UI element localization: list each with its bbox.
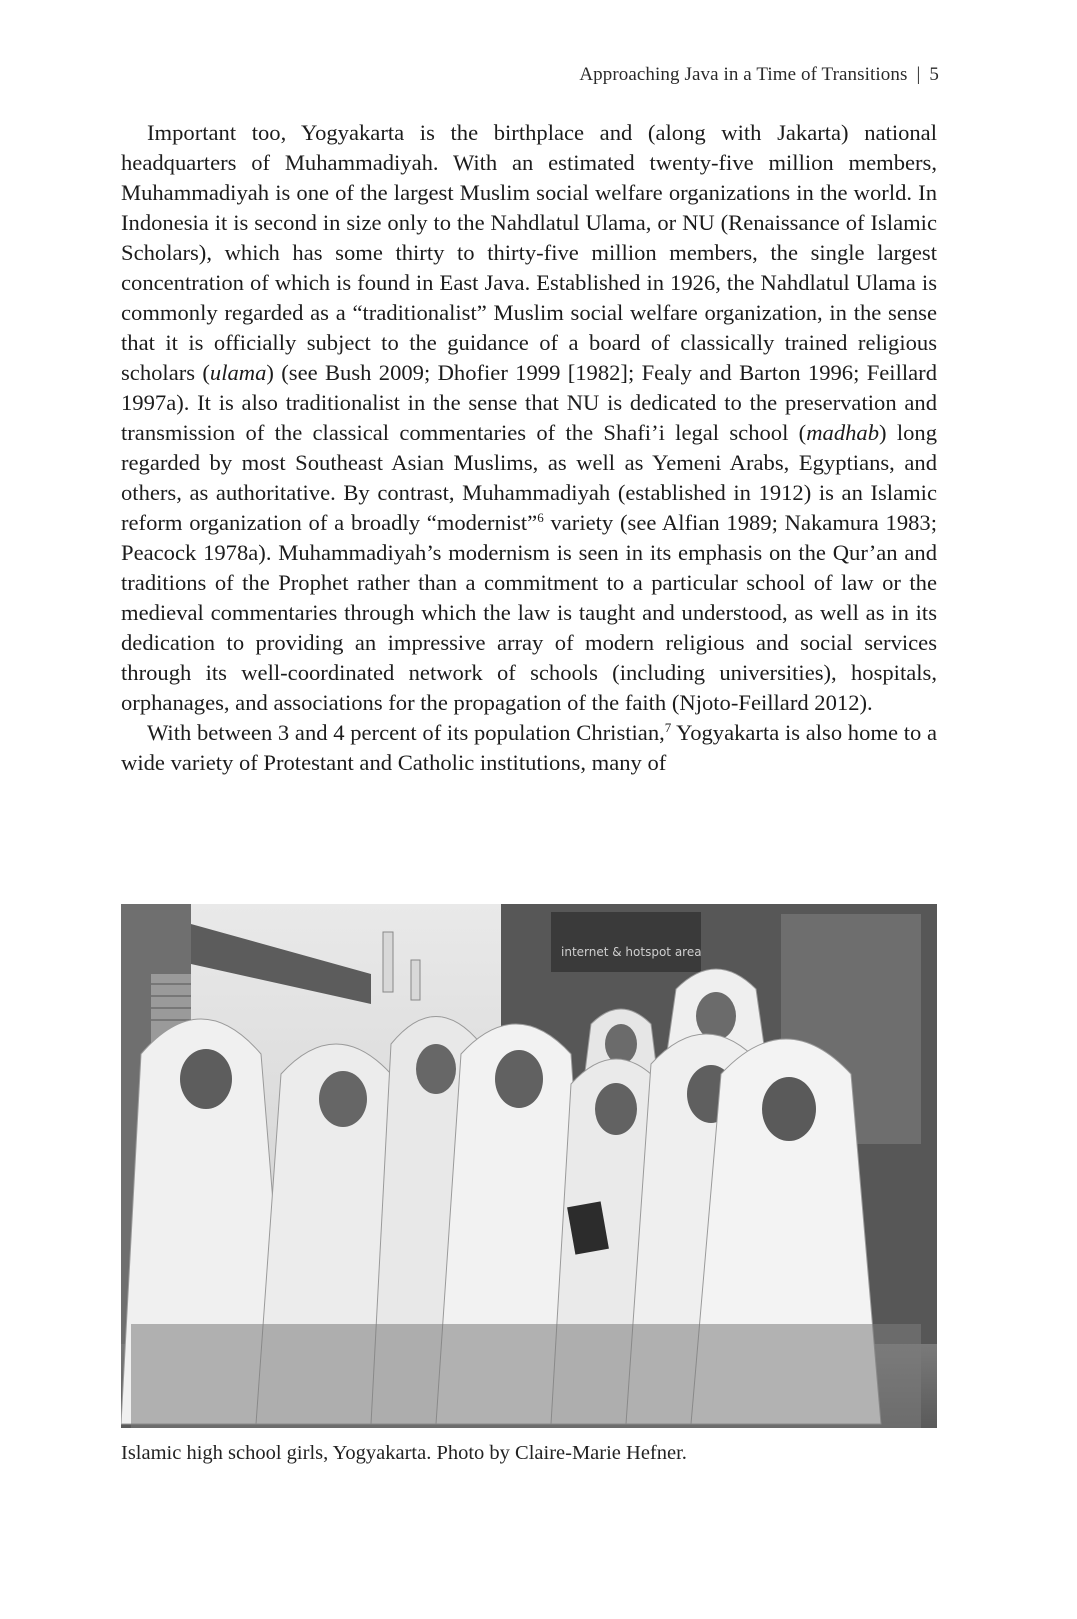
paragraph (121, 118, 937, 718)
running-title: Approaching Java in a Time of Transitions (579, 64, 908, 85)
italic-term-madhab: madhab (806, 420, 880, 445)
text-run: With between 3 and 4 percent of its population Christian, (147, 720, 665, 745)
text-run: Important too, Yogyakarta is the birthplace and (along with Jakarta) national headquarters of Muhammadiyah. With an estimated twenty-five million members, Muhammadiyah is one of the largest Muslim social welfare organizations in the world. In Indonesia it is second in size only to the Nahdlatul Ulama, or NU (Renaissance of Islamic Scholars), which has some thirty to thirty-five million members, the single largest concentration of which is found in East Java. Established in 1926, the Nahdlatul Ulama is commonly regarded as a “traditionalist” Muslim social welfare organization, in the sense that it is officially subject to the guidance of a board of classically trained religious scholars ( (121, 120, 937, 385)
header-separator: | (916, 64, 921, 85)
shop-sign-text: internet & hotspot area (561, 945, 702, 959)
text-run: ) (see Bush 2009; Dhofier 1999 [1982]; Fealy and Barton 1996; Feillard 1997a). It is also traditionalist in the sense that NU is dedicated to the preservation and transmission of the classical commentaries of the Shafi’i legal school ( (121, 360, 937, 445)
footnote-ref[interactable]: 7 (664, 720, 672, 735)
minaret-icon (411, 960, 420, 1000)
italic-term-ulama: ulama (209, 360, 267, 385)
shop-sign (551, 912, 701, 972)
text-run: Yogyakarta is also home to a wide variety of Protestant and Catholic institutions, many of (121, 720, 937, 775)
footnote-ref[interactable]: 6 (537, 510, 544, 525)
running-head (579, 64, 939, 86)
body-text (121, 118, 937, 778)
photo-illustration (121, 904, 937, 1428)
text-run: ) long regarded by most Southeast Asian Muslims, as well as Yemeni Arabs, Egyptians, and others, as authoritative. By contrast, Muhammadiyah (established in 1912) is an Islamic reform organization of a broadly “modernist” (121, 420, 938, 535)
page-number: 5 (929, 64, 939, 85)
minaret-icon (383, 932, 393, 992)
paragraph (121, 718, 937, 778)
text-run: variety (see Alfian 1989; Nakamura 1983; Peacock 1978a). Muhammadiyah’s modernism is seen in its emphasis on the Qur’an and traditions of the Prophet rather than a commitment to a particular school of law or the medieval commentaries through which the law is taught and understood, as well as in its dedication to providing an impressive array of modern religious and social services through its well-coordinated network of schools (including universities), hospitals, orphanages, and associations for the propagation of the faith (Njoto-Feillard 2012). (121, 510, 938, 715)
figure-caption: Islamic high school girls, Yogyakarta. Photo by Claire-Marie Hefner. (121, 1442, 687, 1464)
figure-photo (121, 904, 937, 1428)
